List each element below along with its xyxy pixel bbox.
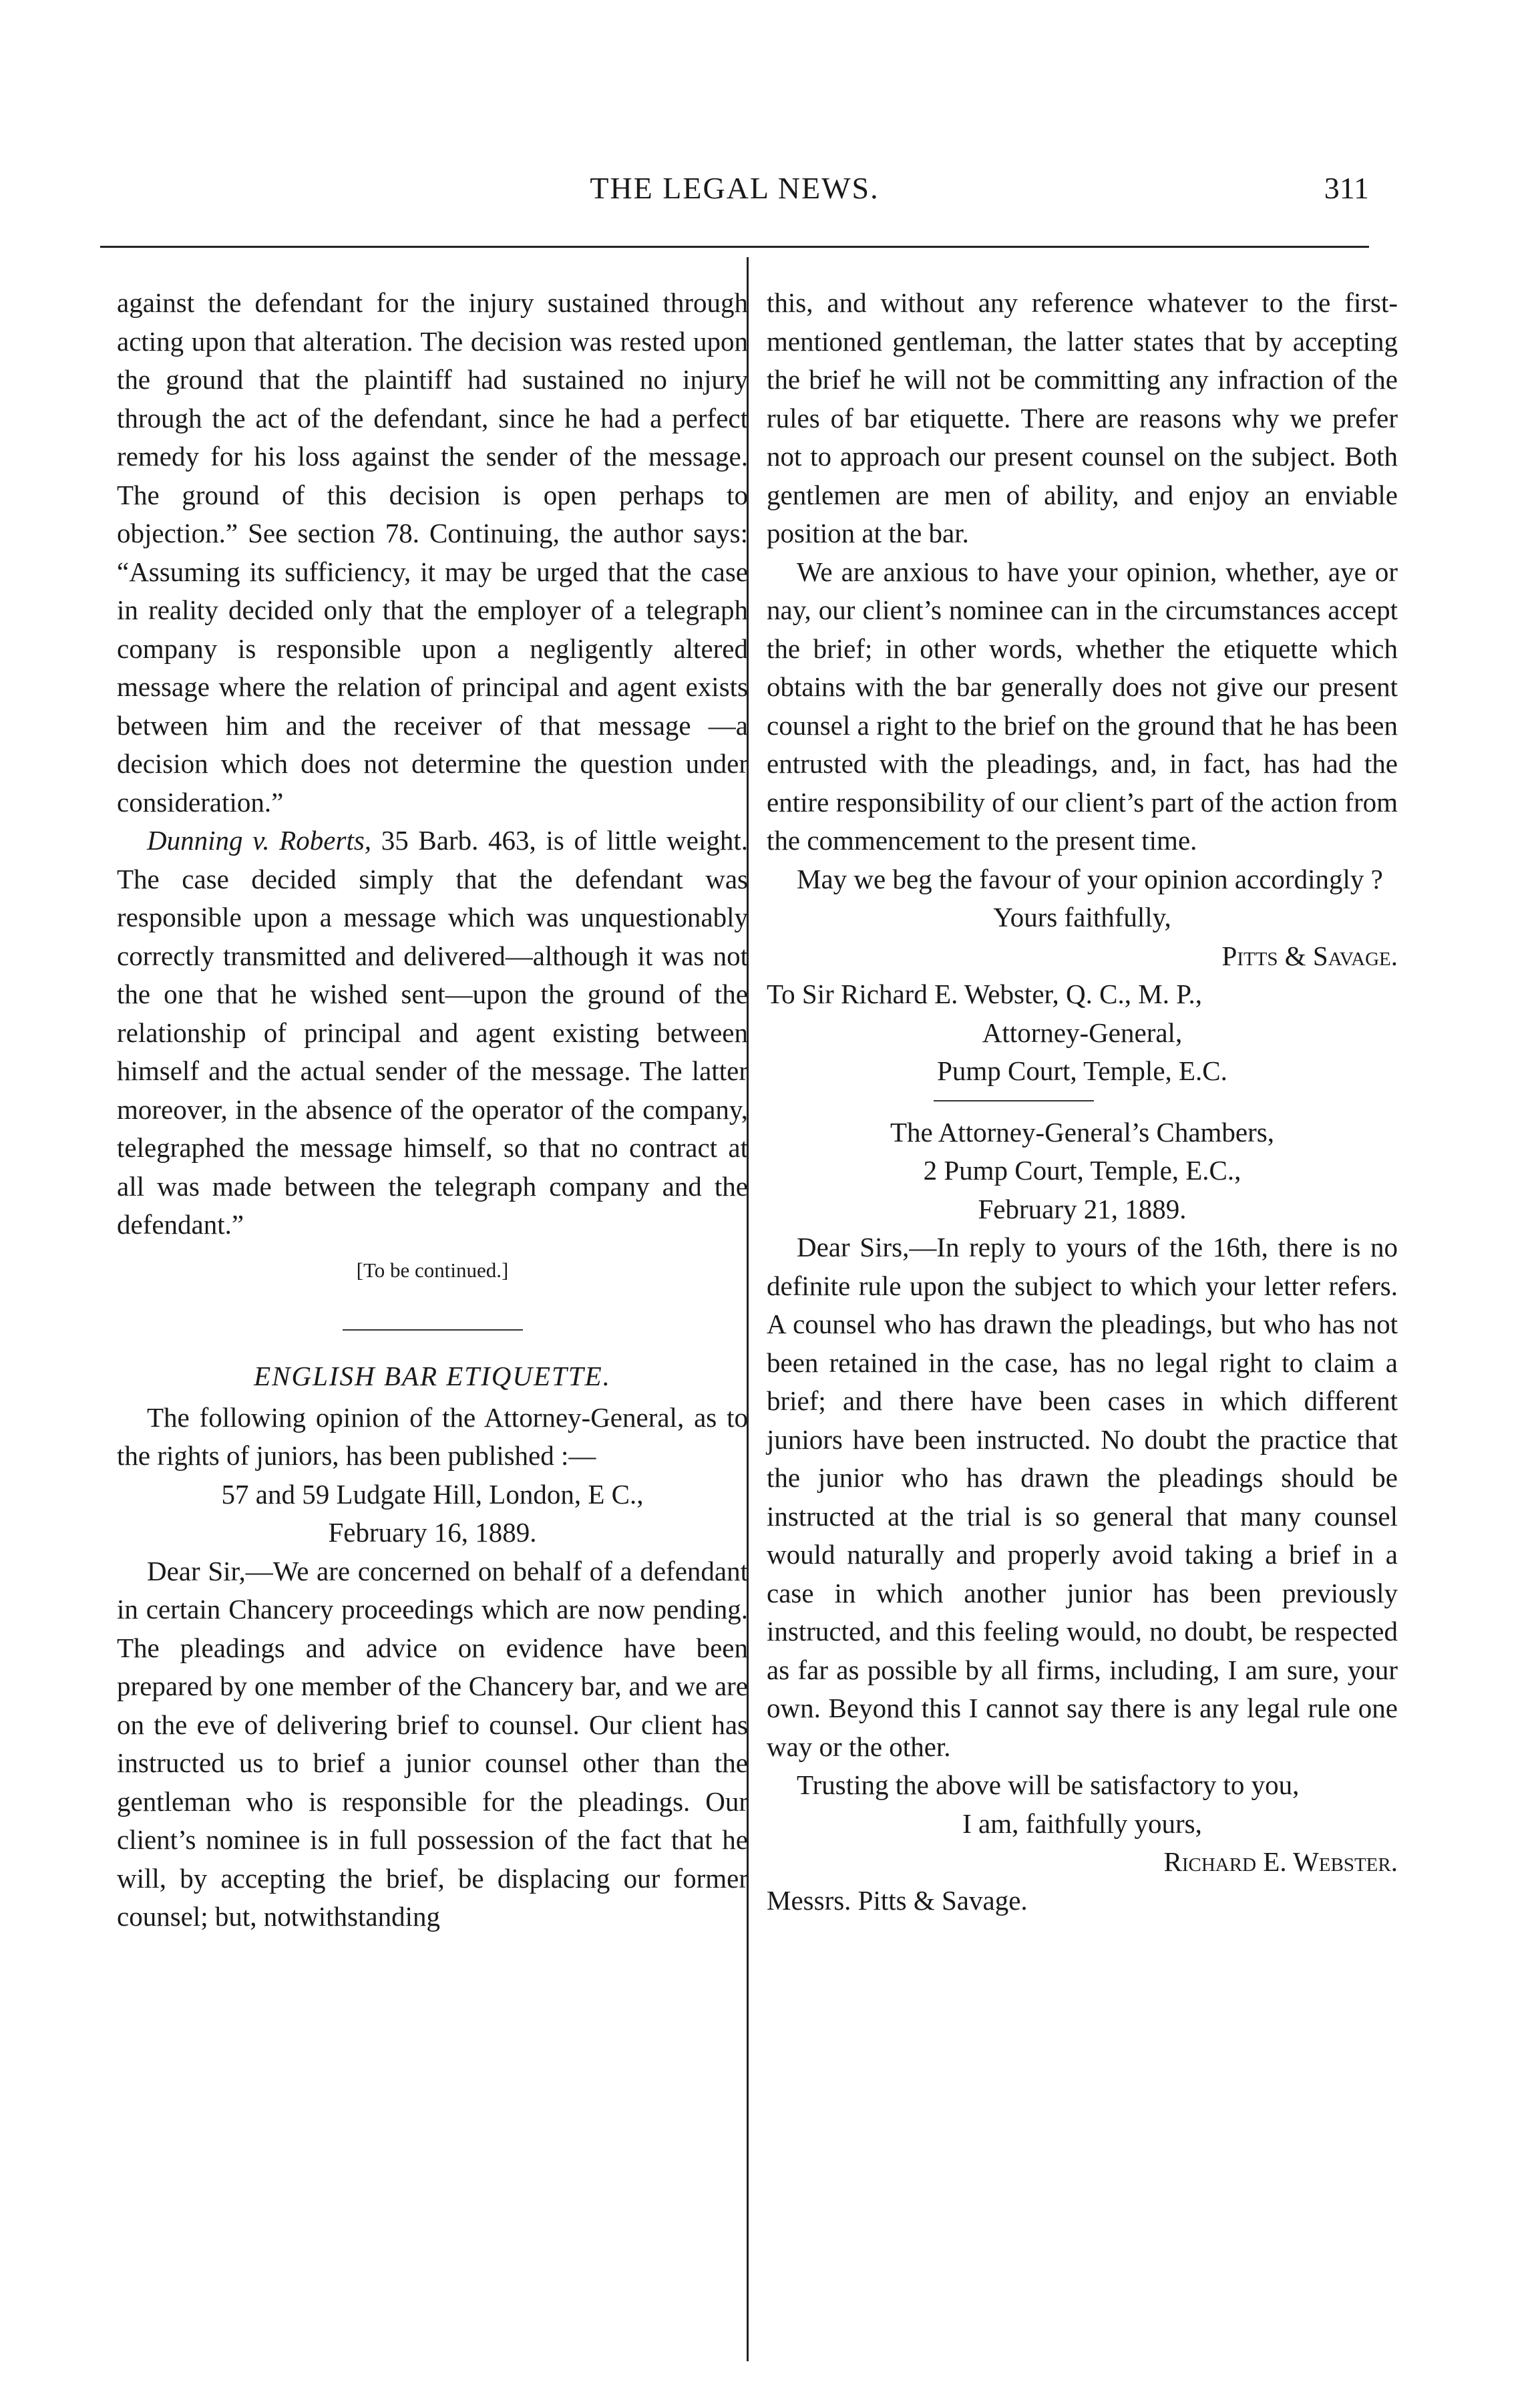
section-heading: ENGLISH BAR ETIQUETTE. <box>254 1361 611 1391</box>
case-paragraph-text: 35 Barb. 463, is of little weight. The case decided simply that the defendant was responsible upon a message which was unquestionably correctly transmitted and delivered—although it was not the one that he wished sent—upon the ground of the relationship of principal and agent existing between himself and the actual sender of the message. The latter moreover, in the absence of the operator of the company, telegraphed the message himself, so that no contract at all was made between the telegraph company and the defendant.” <box>117 825 748 1240</box>
case-name: Dunning v. Roberts, <box>147 825 372 856</box>
left-column <box>117 284 748 1936</box>
letter-paragraph-2: We are anxious to have your opinion, whether, aye or nay, our client’s nominee can in the circumstances accept the brief; in other words, whether the etiquette which obtains with the bar generally does not give our present counsel a right to the brief on the ground that he has been entrusted with the pleadings, and, in fact, has had the entire responsibility of our client’s part of the action from the commencement to the present time. <box>767 556 1398 856</box>
addressee-line-1: To Sir Richard E. Webster, Q. C., M. P., <box>767 979 1202 1009</box>
reply-closing-paragraph: Trusting the above will be satisfactory to you, <box>797 1769 1300 1800</box>
page-title: THE LEGAL NEWS. <box>590 171 880 205</box>
reply-recipient: Messrs. Pitts & Savage. <box>767 1884 1028 1916</box>
letter-body: Dear Sir,—We are concerned on behalf of a defendant in certain Chancery proceedings which are now pending. The pleadings and advice on evidence have been prepared by one member of the Chancery bar, and we are on the eve of delivering brief to counsel. Our client has instructed us to brief a junior counsel other than the gentleman who is responsible for the pleadings. Our client’s nominee is in full possession of the fact that he will, by accepting the brief, be displacing our former counsel; but, notwithstanding <box>117 1555 748 1932</box>
reply-body: Dear Sirs,—In reply to yours of the 16th, there is no definite rule upon the subject to which your letter refers. A counsel who has drawn the pleadings, but who has not been retained in the case, has no legal right to claim a brief; and there have been cases in which different juniors have been instructed. No doubt the practice that the junior who has drawn the pleadings should be instructed at the trial is so general that many counsel would naturally and properly avoid taking a brief in a case in which another junior has been previously instructed, and this feeling would, no doubt, be respected as far as possible by all firms, including, I am sure, your own. Beyond this I cannot say there is any legal rule one way or the other. <box>767 1232 1398 1762</box>
right-column <box>767 284 1398 1920</box>
letter-separator-rule <box>934 1100 1094 1101</box>
page-number: 311 <box>1324 171 1369 205</box>
letter-signature: Pitts & Savage. <box>1221 940 1398 971</box>
letter-continuation: this, and without any reference whatever to the first-mentioned gentleman, the latter states that by accepting the brief he will not be committing any infraction of the rules of bar etiquette. There are reasons why we prefer not to approach our present counsel on the subject. Both gentlemen are men of ability, and enjoy an enviable position at the bar. <box>767 287 1398 548</box>
letter-address-line-1: 57 and 59 Ludgate Hill, London, E C., <box>221 1478 644 1510</box>
header-rule <box>100 246 1369 248</box>
section-rule <box>343 1329 523 1331</box>
continued-note: [To be continued.] <box>356 1258 509 1282</box>
reply-address-line-2: 2 Pump Court, Temple, E.C., <box>923 1155 1241 1186</box>
letter-date: February 16, 1889. <box>328 1517 537 1548</box>
reply-closing: I am, faithfully yours, <box>962 1808 1202 1839</box>
case-paragraph <box>117 822 748 1244</box>
letter-paragraph-3: May we beg the favour of your opinion accordingly ? <box>797 863 1383 894</box>
section-intro: The following opinion of the Attorney-General, as to the rights of juniors, has been published :— <box>117 1401 748 1471</box>
letter-closing: Yours faithfully, <box>993 902 1171 932</box>
addressee-line-2: Attorney-General, <box>982 1017 1183 1048</box>
article-continuation-paragraph: against the defendant for the injury sustained through acting upon that alteration. The decision was rested upon the ground that the plaintiff had sustained no injury through the act of the defendant, since he had a perfect remedy for his loss against the sender of the message. The ground of this decision is open perhaps to objection.” See section 78. Continuing, the author says: “Assuming its sufficiency, it may be urged that the case in reality decided only that the employer of a telegraph company is responsible upon a negligently altered message where the relation of principal and agent exists between him and the receiver of that message —a decision which does not determine the question under consideration.” <box>117 287 748 818</box>
addressee-line-3: Pump Court, Temple, E.C. <box>937 1055 1227 1086</box>
reply-address-line-1: The Attorney-General’s Chambers, <box>890 1116 1274 1148</box>
reply-signature: Richard E. Webster. <box>1163 1846 1398 1877</box>
reply-date: February 21, 1889. <box>978 1193 1187 1224</box>
page-header <box>100 170 1369 224</box>
